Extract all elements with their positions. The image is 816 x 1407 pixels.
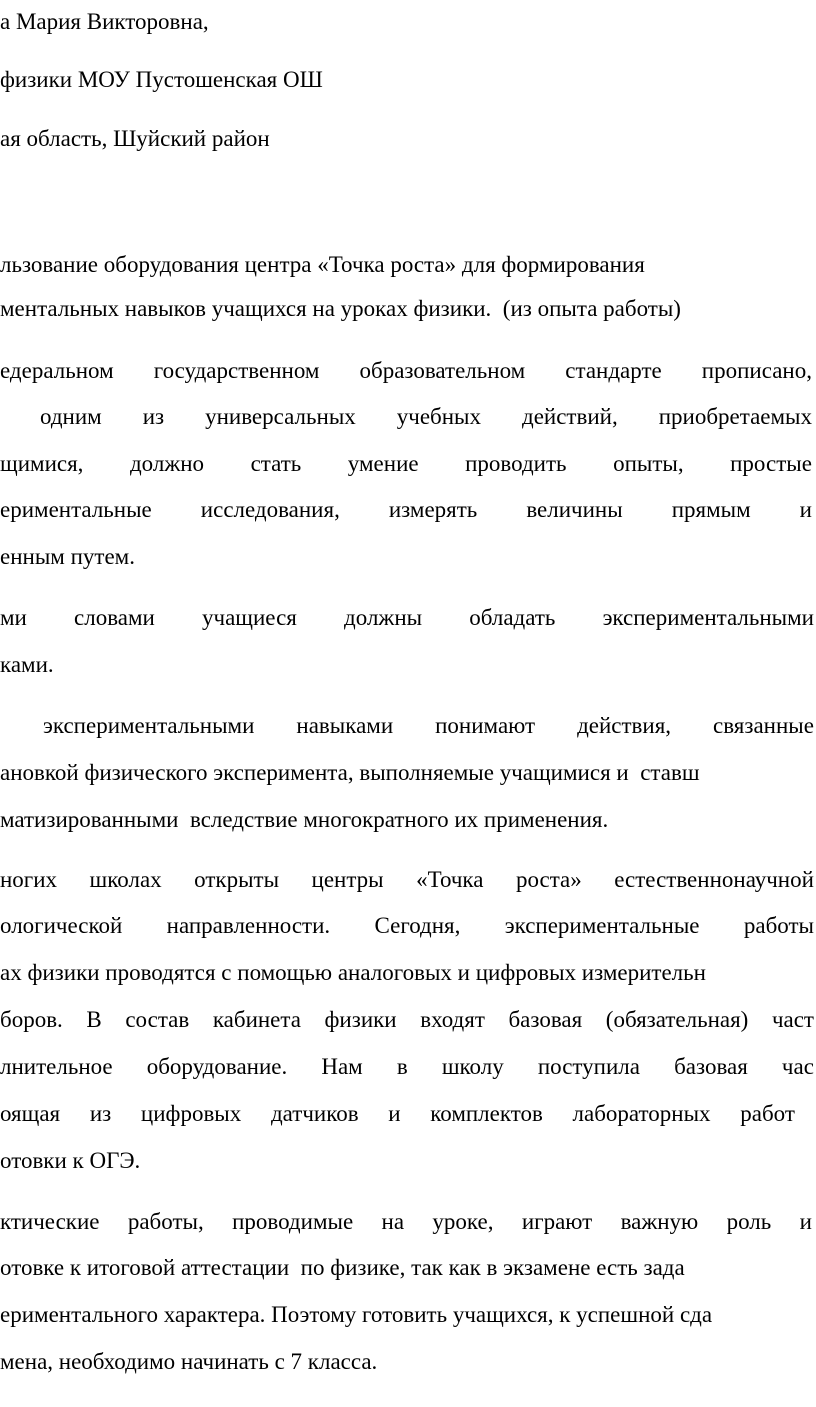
author-position: физики МОУ Пустошенская ОШ: [0, 67, 323, 92]
paragraph-4-line-1: ногих школах открыты центры «Точка роста» естественнонаучной: [0, 867, 814, 892]
paragraph-2-line-2: ками.: [0, 652, 54, 677]
paragraph-5-line-1: ктические работы, проводимые на уроке, играют важную роль и: [0, 1209, 812, 1234]
paragraph-1-line-1: едеральном государственном образовательном стандарте прописано,: [0, 358, 812, 383]
paragraph-4-line-3: ах физики проводятся с помощью аналоговых и цифровых измерительн: [0, 960, 706, 985]
paragraph-1-line-3: щимися, должно стать умение проводить опыты, простые: [0, 451, 812, 476]
paragraph-4-line-7: отовки к ОГЭ.: [0, 1148, 141, 1173]
author-region: ая область, Шуйский район: [0, 126, 270, 151]
paragraph-1-line-2: одним из универсальных учебных действий, приобретаемых: [40, 404, 812, 429]
document-title-line-2: ментальных навыков учащихся на уроках физики. (из опыта работы): [0, 296, 681, 321]
paragraph-1-line-5: енным путем.: [0, 544, 135, 569]
paragraph-4-line-5: лнительное оборудование. Нам в школу поступила базовая час: [0, 1054, 814, 1079]
paragraph-5-line-2: отовке к итоговой аттестации по физике, так как в экзамене есть зада: [0, 1255, 685, 1280]
paragraph-2-line-1: ми словами учащиеся должны обладать экспериментальными: [0, 605, 814, 630]
author-name: а Мария Викторовна,: [0, 9, 209, 34]
paragraph-4-line-6: оящая из цифровых датчиков и комплектов лабораторных работ: [0, 1101, 795, 1126]
paragraph-5-line-4: мена, необходимо начинать с 7 класса.: [0, 1349, 378, 1374]
paragraph-5-line-3: ериментального характера. Поэтому готовить учащихся, к успешной сда: [0, 1302, 713, 1327]
paragraph-3-line-3: матизированными вследствие многократного их применения.: [0, 807, 609, 832]
paragraph-4-line-2: ологической направленности. Сегодня, экспериментальные работы: [0, 913, 814, 938]
paragraph-3-line-1: экспериментальными навыками понимают действия, связанные: [43, 713, 814, 738]
document-title-line-1: льзование оборудования центра «Точка роста» для формирования: [0, 252, 645, 277]
paragraph-4-line-4: боров. В состав кабинета физики входят базовая (обязательная) част: [0, 1007, 814, 1032]
paragraph-3-line-2: ановкой физического эксперимента, выполняемые учащимися и ставш: [0, 760, 700, 785]
paragraph-1-line-4: ериментальные исследования, измерять величины прямым и: [0, 497, 812, 522]
